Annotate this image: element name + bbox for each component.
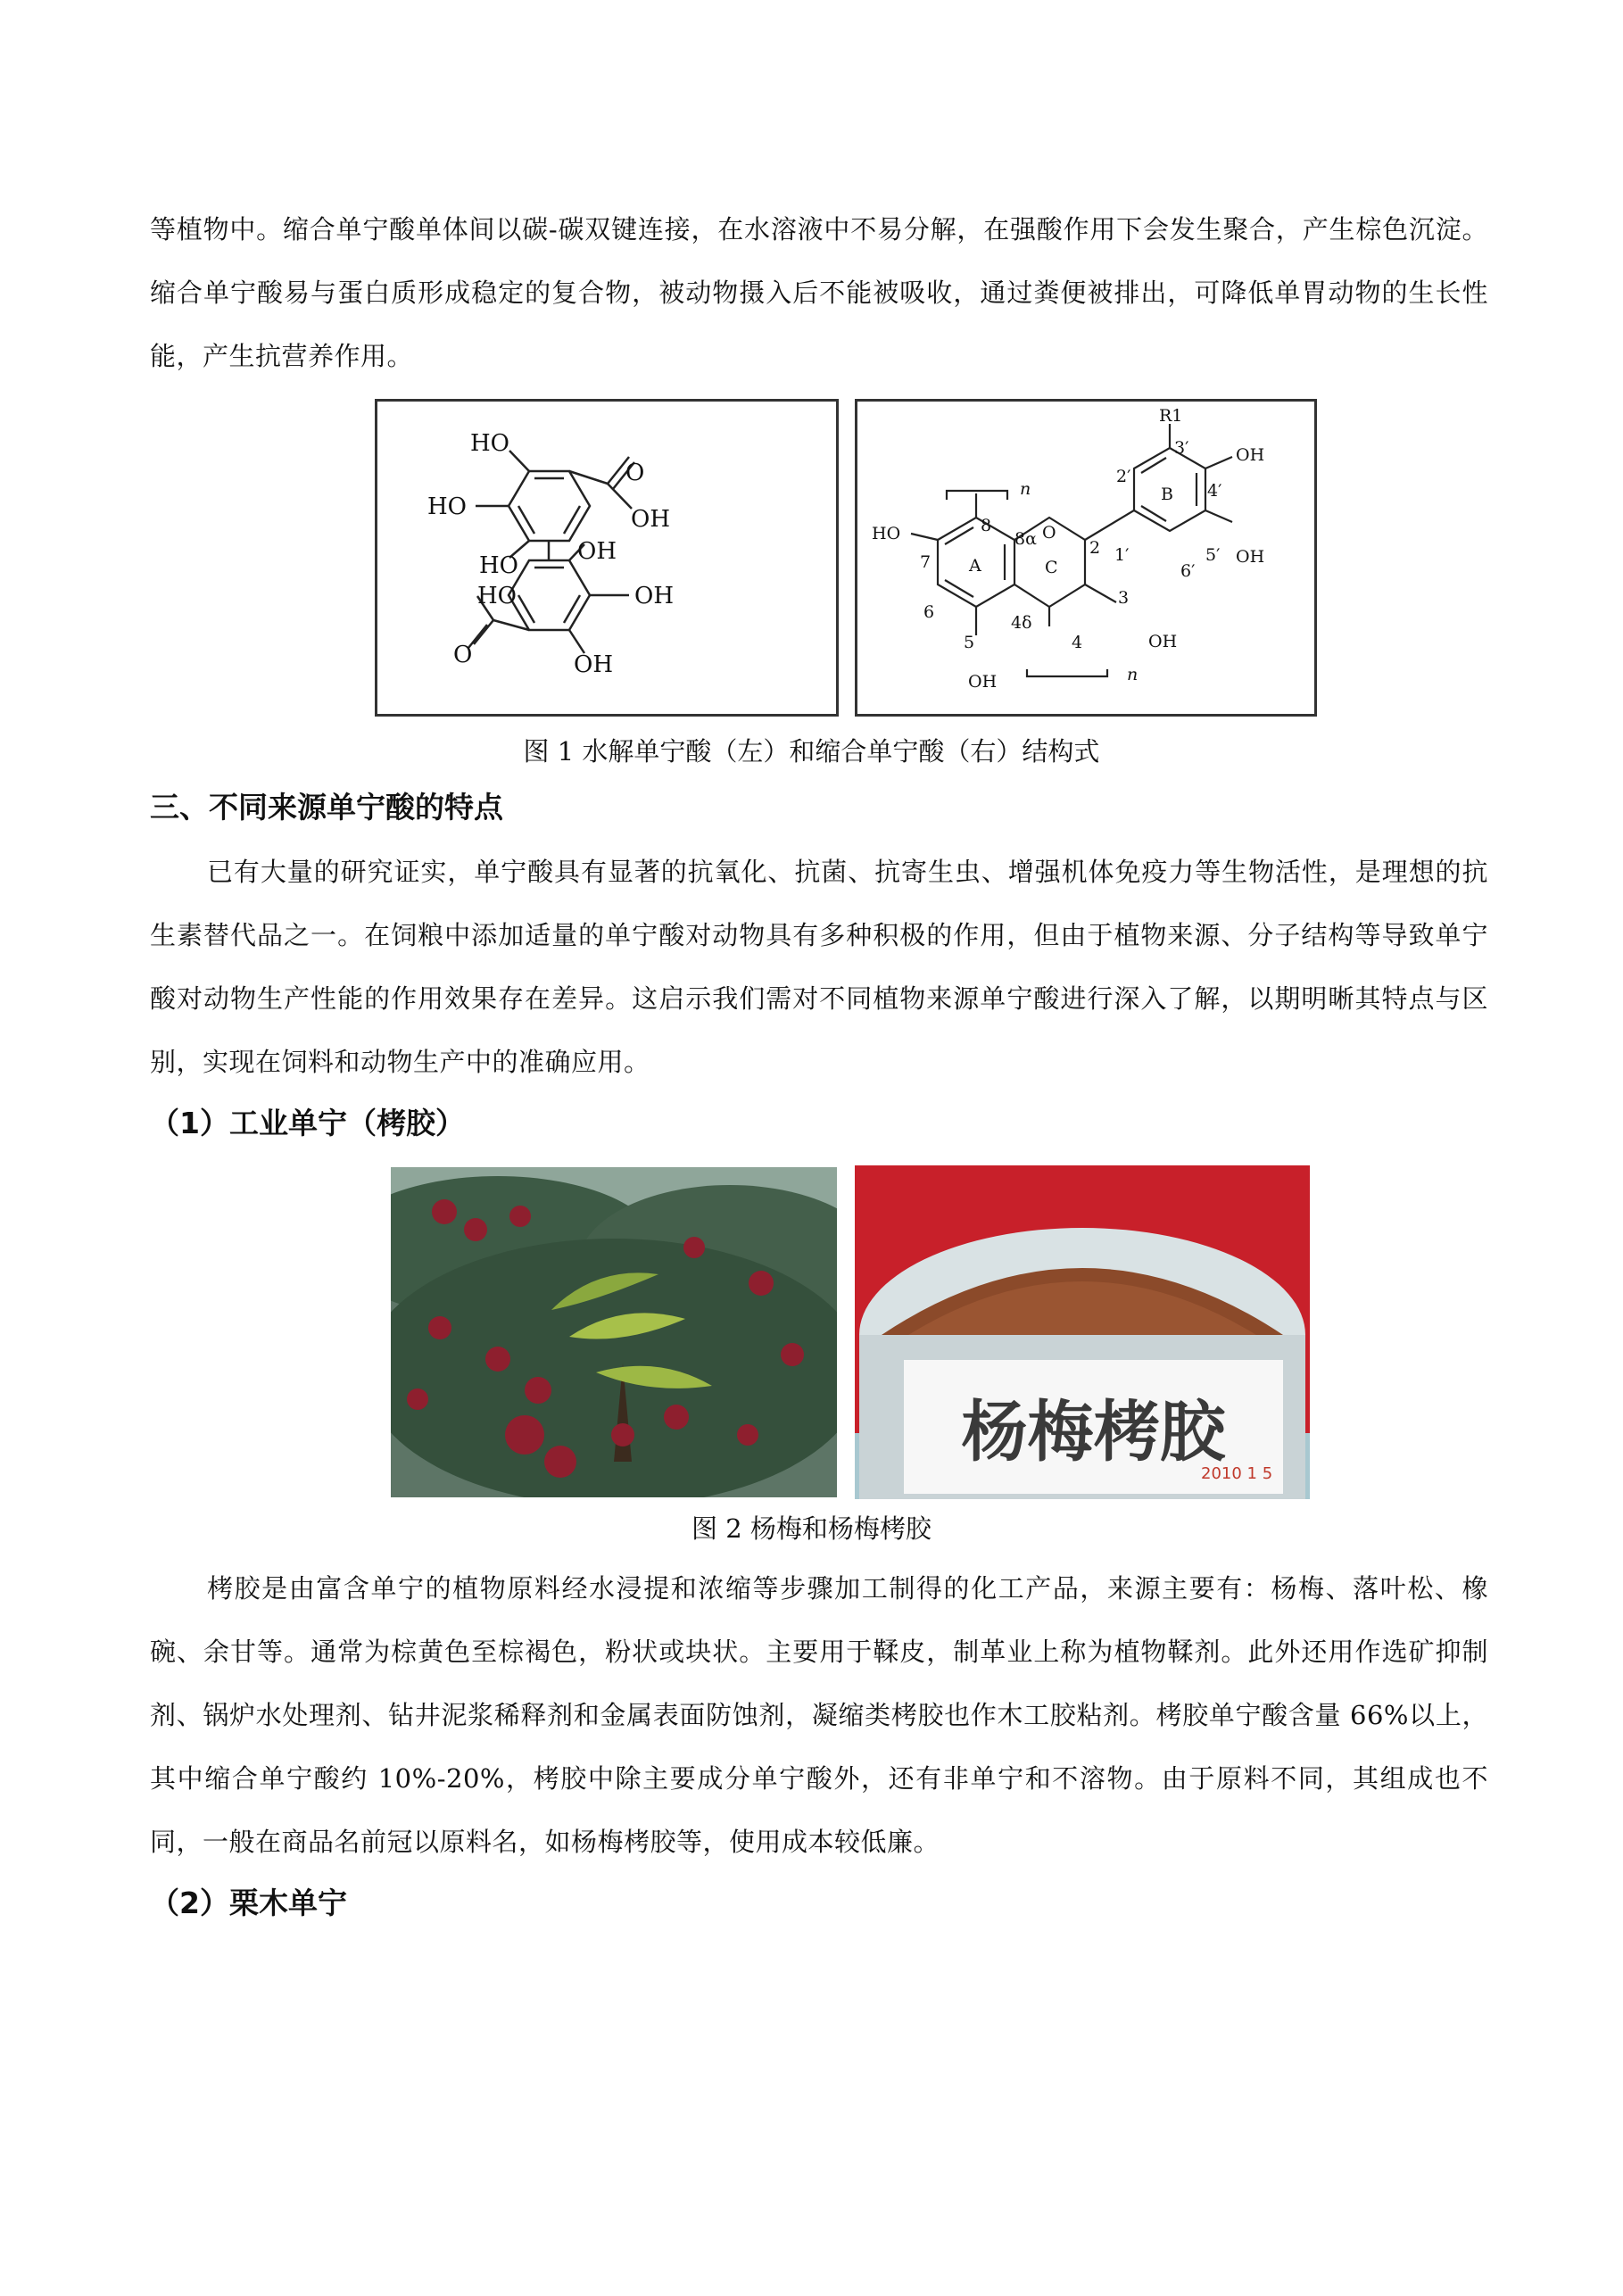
right-label-c3: 3 (1118, 588, 1130, 608)
right-label-oh3: OH (1148, 632, 1178, 651)
right-label-c6: 6 (923, 602, 935, 622)
left-label-6: OH (631, 506, 670, 533)
right-label-n-top: n (1020, 479, 1031, 499)
left-label-1: HO (470, 430, 509, 457)
right-label-n-bottom: n (1127, 665, 1139, 684)
left-label-5: O (625, 460, 645, 486)
right-label-ringc: C (1045, 558, 1058, 577)
photo-date-stamp: 2010 1 5 (1201, 1464, 1273, 1483)
right-label-ho7: HO (872, 524, 901, 543)
left-label-2: HO (427, 493, 467, 520)
bayberry-tannin-photo (855, 1165, 1310, 1499)
right-label-p3: 3′ (1174, 438, 1189, 458)
right-label-r1: R1 (1159, 406, 1183, 426)
right-label-c7: 7 (920, 552, 932, 572)
right-label-c8: 8 (981, 516, 992, 535)
right-label-p6: 6′ (1180, 561, 1196, 581)
hydrolysable-tannin-structure (377, 402, 836, 714)
right-label-oh5: OH (1236, 547, 1265, 567)
tannin-label-card: 杨梅栲胶 (904, 1360, 1283, 1494)
condensed-tannin-structure (857, 402, 1314, 714)
figure1-left-structure-box (375, 399, 839, 717)
right-label-c5: 5 (964, 633, 975, 652)
left-label-9: OH (574, 651, 613, 678)
right-label-oh4: OH (1236, 445, 1265, 465)
left-label-10: O (453, 642, 473, 668)
right-label-c4: 4 (1072, 633, 1083, 652)
figure2-caption: 图 2 杨梅和杨梅栲胶 (691, 1513, 932, 1544)
left-label-3: HO (479, 552, 518, 579)
right-label-p2: 2′ (1116, 467, 1131, 486)
figure1-caption: 图 1 水解单宁酸（左）和缩合单宁酸（右）结构式 (523, 736, 1100, 767)
section3-paragraph: 已有大量的研究证实，单宁酸具有显著的抗氧化、抗菌、抗寄生虫、增强机体免疫力等生物活性，是理想的抗生素替代品之一。在饲粮中添加适量的单宁酸对动物具有多种积极的作用，但由于植物来源、分子结构等导致单宁酸对动物生产性能的作用效果存在差异。这启示我们需对不同植物来源单宁酸进行深入了解，以期明晰其特点与区别，实现在饲料和动物生产中的准确应用。 (150, 857, 1488, 1077)
right-label-ringa: A (969, 556, 981, 576)
bayberry-tree-photo (391, 1167, 837, 1497)
figure1-right-structure-box (855, 399, 1317, 717)
right-label-oh-bottom: OH (968, 672, 998, 692)
intro-paragraph: 等植物中。缩合单宁酸单体间以碳-碳双键连接，在水溶液中不易分解，在强酸作用下会发生聚合，产生棕色沉淀。缩合单宁酸易与蛋白质形成稳定的复合物，被动物摄入后不能被吸收，通过粪便被排出，可降低单胃动物的生长性能，产生抗营养作用。 (150, 214, 1488, 371)
right-label-c8a: 8α (1014, 529, 1037, 549)
right-label-p4: 4′ (1207, 481, 1222, 501)
bayberry-tree-image (391, 1167, 837, 1497)
right-label-c4a: 4δ (1011, 613, 1032, 633)
right-label-p5: 5′ (1205, 545, 1221, 565)
right-label-p1: 1′ (1114, 545, 1130, 565)
sub1-paragraph: 栲胶是由富含单宁的植物原料经水浸提和浓缩等步骤加工制得的化工产品，来源主要有：杨梅、落叶松、橡碗、余甘等。通常为棕黄色至棕褐色，粉状或块状。主要用于鞣皮，制革业上称为植物鞣剂。此外还用作选矿抑制剂、锅炉水处理剂、钻井泥浆稀释剂和金属表面防蚀剂，凝缩类栲胶也作木工胶粘剂。栲胶单宁酸含量 66%以上，其中缩合单宁酸约 10%-20%，栲胶中除主要成分单宁酸外，还有非单宁和不溶物。由于原料不同，其组成也不同，一般在商品名前冠以原料名，如杨梅栲胶等，使用成本较低廉。 (150, 1573, 1488, 1857)
left-label-8: OH (634, 583, 674, 609)
sub2-heading: （2）栗木单宁 (150, 1886, 347, 1920)
sub1-heading: （1）工业单宁（栲胶） (150, 1106, 465, 1140)
section3-heading: 三、不同来源单宁酸的特点 (150, 790, 503, 825)
left-label-4: HO (477, 583, 517, 609)
right-label-o: O (1042, 523, 1056, 543)
right-label-ringb: B (1161, 485, 1173, 504)
left-label-7: OH (577, 538, 617, 565)
right-label-c2: 2 (1089, 538, 1101, 558)
